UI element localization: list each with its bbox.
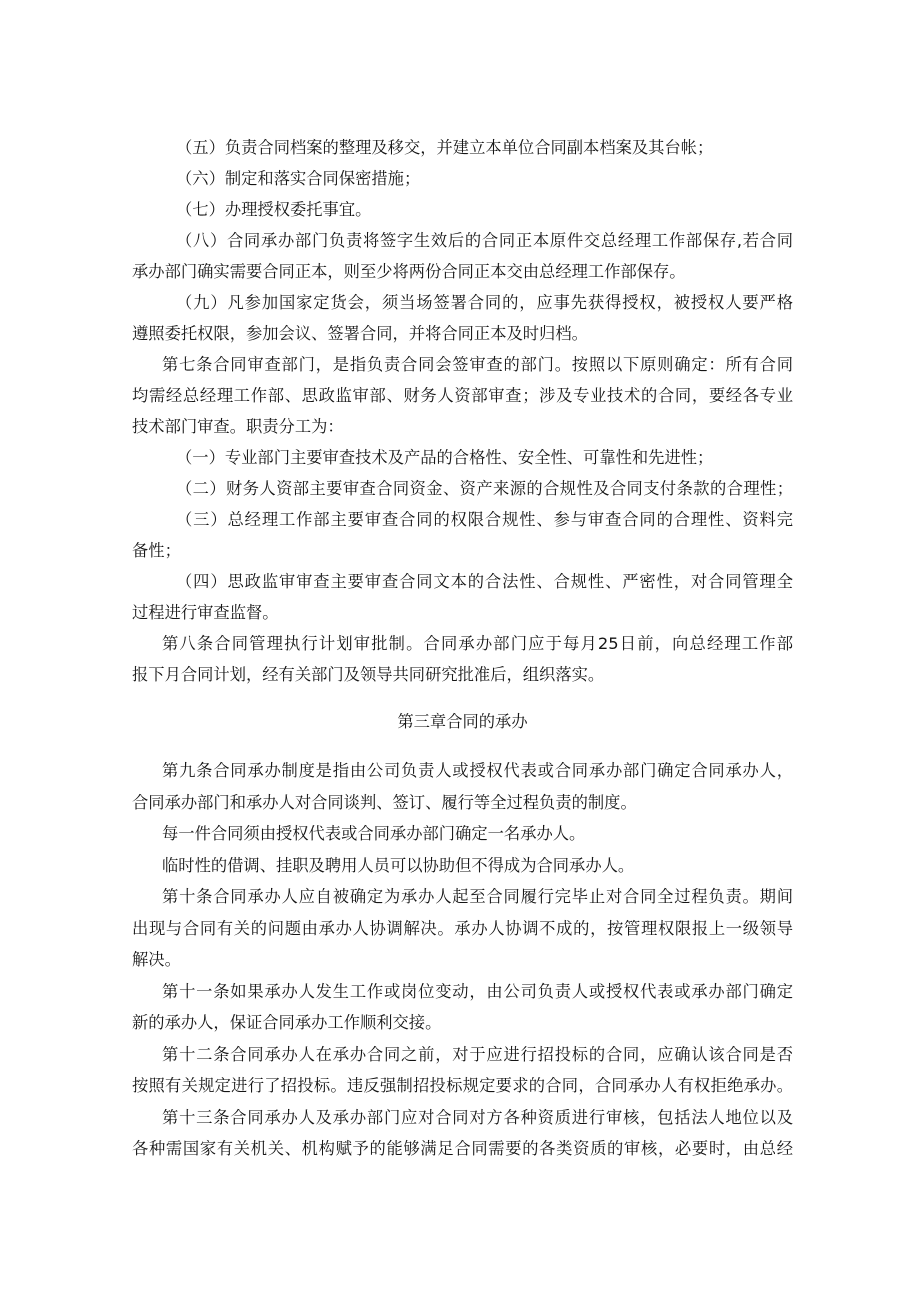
item-paragraph-3 (132, 504, 793, 566)
text-line: 每一件合同须由授权代表或合同承办部门确定一名承办人。 (162, 824, 586, 843)
text-line: 遵照委托权限，参加会议、签署合同，并将合同正本及时归档。 (132, 324, 588, 343)
text-line: （七）办理授权委托事宜。 (176, 200, 372, 219)
article-11-paragraph (132, 976, 793, 1039)
chapter-heading: 第三章合同的承办 (397, 712, 528, 731)
body-section-before-heading (132, 132, 793, 690)
item-paragraph-2 (132, 473, 793, 504)
text-line: 过程进行审查监督。 (132, 603, 279, 622)
text-line: （三）总经理工作部主要审查合同的权限合规性、参与审查合同的合理性、资料完 (176, 510, 793, 529)
text-line: 解决。 (132, 950, 181, 969)
paragraph-designation (132, 818, 793, 850)
text-line: 第十三条合同承办人及承办部门应对合同对方各种资质进行审核，包括法人地位以及 (162, 1107, 793, 1127)
text-line: 各种需国家有关机关、机构赋予的能够满足合同需要的各类资质的审核，必要时，由总经 (132, 1139, 793, 1158)
text-line: （六）制定和落实合同保密措施； (176, 169, 421, 188)
article-10-paragraph (132, 881, 793, 976)
text-line: 均需经总经理工作部、思政监审部、财务人资部审查；涉及专业技术的合同，要经各专业 (132, 386, 793, 405)
item-paragraph-5 (132, 132, 793, 163)
article-9-paragraph (132, 755, 793, 818)
text-line: 临时性的借调、挂职及聘用人员可以协助但不得成为合同承办人。 (162, 855, 635, 875)
item-paragraph-4 (132, 566, 793, 628)
text-line: （一）专业部门主要审查技术及产品的合格性、安全性、可靠性和先进性； (176, 448, 714, 467)
text-line: （五）负责合同档案的整理及移交，并建立本单位合同副本档案及其台帐； (176, 138, 714, 157)
text-line: 技术部门审查。职责分工为： (132, 417, 344, 436)
text-line: 承办部门确实需要合同正本，则至少将两份合同正本交由总经理工作部保存。 (132, 262, 686, 281)
item-paragraph-8 (132, 225, 793, 287)
article-8-paragraph (132, 628, 793, 690)
text-line: 合同承办部门和承办人对合同谈判、签订、履行等全过程负责的制度。 (132, 792, 637, 812)
item-paragraph-6 (132, 163, 793, 194)
text-line: 按照有关规定进行了招投标。违反强制招投标规定要求的合同，合同承办人有权拒绝承办。 (132, 1076, 793, 1095)
item-paragraph-9 (132, 287, 793, 349)
text-line: 新的承办人，保证合同承办工作顺利交接。 (132, 1013, 442, 1032)
body-section-after-heading (132, 755, 793, 1165)
text-line: 第七条合同审查部门，是指负责合同会签审查的部门。按照以下原则确定：所有合同 (162, 355, 793, 374)
text-line: 第八条合同管理执行计划审批制。合同承办部门应于每月25日前，向总经理工作部 (162, 634, 793, 653)
text-line: （八）合同承办部门负责将签字生效后的合同正本原件交总经理工作部保存,若合同 (176, 231, 793, 250)
text-line: 第九条合同承办制度是指由公司负责人或授权代表或合同承办部门确定合同承办人， (162, 761, 793, 780)
article-12-paragraph (132, 1039, 793, 1102)
text-line: （四）思政监审审查主要审查合同文本的合法性、合规性、严密性，对合同管理全 (176, 572, 793, 591)
text-line: （九）凡参加国家定货会，须当场签署合同的，应事先获得授权，被授权人要严格 (176, 293, 793, 312)
article-7-paragraph (132, 349, 793, 442)
item-paragraph-7 (132, 194, 793, 225)
text-line: 第十条合同承办人应自被确定为承办人起至合同履行完毕止对合同全过程负责。期间 (162, 887, 793, 906)
article-13-paragraph (132, 1102, 793, 1165)
text-line: （二）财务人资部主要审查合同资金、资产来源的合规性及合同支付条款的合理性； (176, 479, 793, 498)
paragraph-temporary-staff (132, 850, 793, 882)
text-line: 第十一条如果承办人发生工作或岗位变动，由公司负责人或授权代表或承办部门确定 (162, 981, 793, 1001)
text-line: 报下月合同计划，经有关部门及领导共同研究批准后，组织落实。 (132, 665, 605, 684)
item-paragraph-1 (132, 442, 793, 473)
text-line: 备性； (132, 541, 181, 560)
text-line: 第十二条合同承办人在承办合同之前，对于应进行招投标的合同，应确认该合同是否 (162, 1044, 793, 1064)
text-line: 出现与合同有关的问题由承办人协调解决。承办人协调不成的，按管理权限报上一级领导 (132, 918, 793, 938)
